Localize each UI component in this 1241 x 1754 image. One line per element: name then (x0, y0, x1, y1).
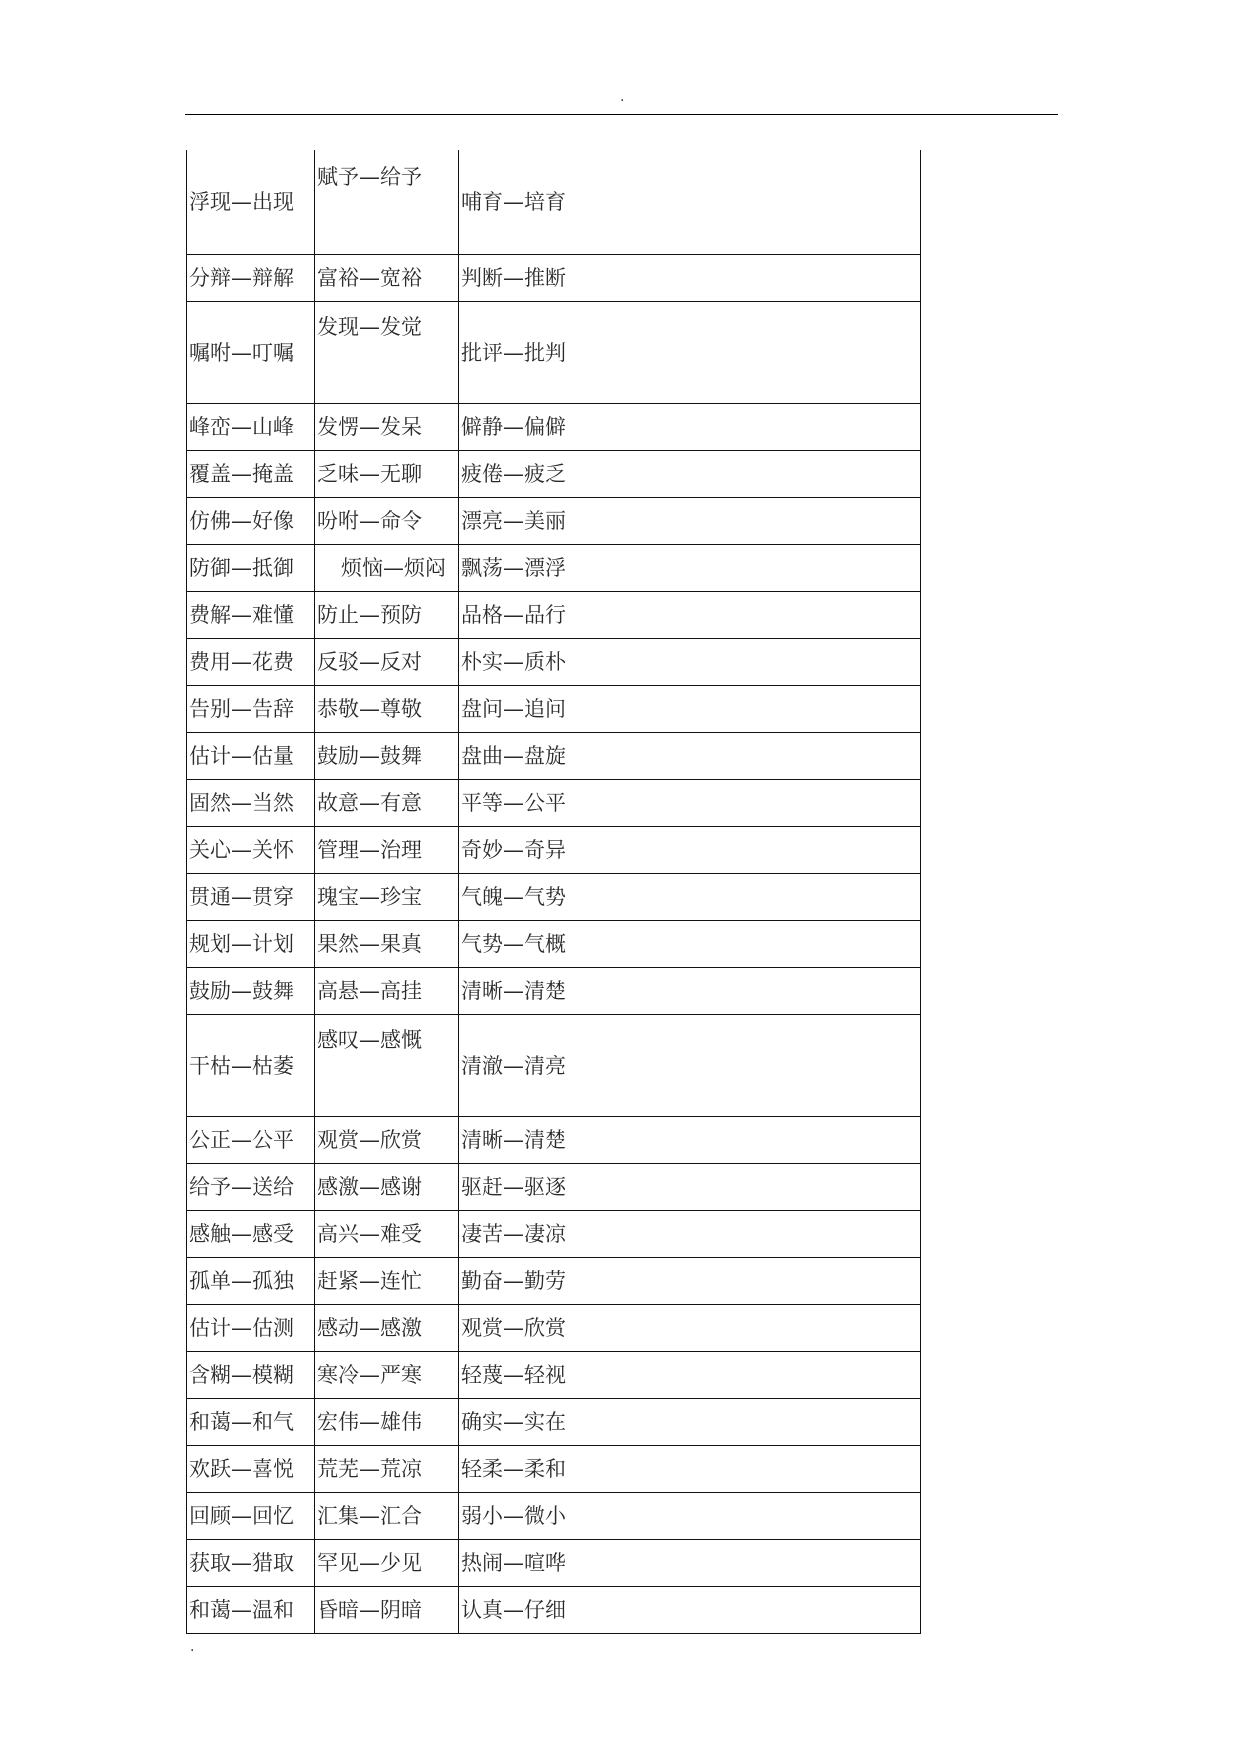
table-row (187, 1540, 921, 1587)
table-cell: 贯通—贯穿 (187, 874, 315, 921)
table-row (187, 780, 921, 827)
synonym-table (186, 150, 921, 1634)
table-cell: 故意—有意 (315, 780, 459, 827)
table-cell: 费用—花费 (187, 639, 315, 686)
table-cell: 防止—预防 (315, 592, 459, 639)
table-row (187, 255, 921, 302)
table-row (187, 1587, 921, 1634)
table-cell: 和蔼—和气 (187, 1399, 315, 1446)
table-cell: 仿佛—好像 (187, 498, 315, 545)
table-cell: 疲倦—疲乏 (459, 451, 921, 498)
table-cell: 浮现—出现 (187, 150, 315, 255)
table-cell: 给予—送给 (187, 1164, 315, 1211)
table-cell: 乏味—无聊 (315, 451, 459, 498)
table-cell: 热闹—喧哗 (459, 1540, 921, 1587)
table-cell: 嘱咐—叮嘱 (187, 302, 315, 404)
table-cell: 鼓励—鼓舞 (187, 968, 315, 1015)
table-cell: 荒芜—荒凉 (315, 1446, 459, 1493)
table-cell: 管理—治理 (315, 827, 459, 874)
table-row (187, 150, 921, 255)
table-cell: 漂亮—美丽 (459, 498, 921, 545)
table-cell: 观赏—欣赏 (459, 1305, 921, 1352)
table-cell: 确实—实在 (459, 1399, 921, 1446)
table-cell: 鼓励—鼓舞 (315, 733, 459, 780)
table-cell: 烦恼—烦闷 (315, 545, 459, 592)
table-cell: 朴实—质朴 (459, 639, 921, 686)
table-row (187, 1399, 921, 1446)
table-cell: 果然—果真 (315, 921, 459, 968)
table-cell: 认真—仔细 (459, 1587, 921, 1634)
table-cell: 观赏—欣赏 (315, 1117, 459, 1164)
table-row (187, 1117, 921, 1164)
table-cell: 判断—推断 (459, 255, 921, 302)
table-row (187, 1352, 921, 1399)
table-cell: 罕见—少见 (315, 1540, 459, 1587)
table-row (187, 1258, 921, 1305)
table-cell: 批评—批判 (459, 302, 921, 404)
table-cell: 宏伟—雄伟 (315, 1399, 459, 1446)
table-row (187, 921, 921, 968)
table-cell: 回顾—回忆 (187, 1493, 315, 1540)
table-cell: 平等—公平 (459, 780, 921, 827)
table-row (187, 1493, 921, 1540)
table-cell: 发现—发觉 (315, 302, 459, 404)
table-cell: 反驳—反对 (315, 639, 459, 686)
table-row (187, 404, 921, 451)
table-cell: 富裕—宽裕 (315, 255, 459, 302)
table-cell: 恭敬—尊敬 (315, 686, 459, 733)
table-row (187, 1164, 921, 1211)
table-cell: 孤单—孤独 (187, 1258, 315, 1305)
table-cell: 告别—告辞 (187, 686, 315, 733)
table-cell: 估计—估量 (187, 733, 315, 780)
table-cell: 勤奋—勤劳 (459, 1258, 921, 1305)
table-cell: 飘荡—漂浮 (459, 545, 921, 592)
table-cell: 感叹—感慨 (315, 1015, 459, 1117)
table-cell: 费解—难懂 (187, 592, 315, 639)
table-row (187, 874, 921, 921)
table-cell: 防御—抵御 (187, 545, 315, 592)
table-row (187, 592, 921, 639)
table-row (187, 733, 921, 780)
table-cell: 盘问—追问 (459, 686, 921, 733)
table-row (187, 639, 921, 686)
table-cell: 轻柔—柔和 (459, 1446, 921, 1493)
table-cell: 轻蔑—轻视 (459, 1352, 921, 1399)
table-cell: 赶紧—连忙 (315, 1258, 459, 1305)
table-cell: 气势—气概 (459, 921, 921, 968)
table-cell: 关心—关怀 (187, 827, 315, 874)
table-cell: 高兴—难受 (315, 1211, 459, 1258)
table-cell: 清澈—清亮 (459, 1015, 921, 1117)
table-cell: 汇集—汇合 (315, 1493, 459, 1540)
table-cell: 和蔼—温和 (187, 1587, 315, 1634)
table-row (187, 1211, 921, 1258)
table-cell: 奇妙—奇异 (459, 827, 921, 874)
table-cell: 气魄—气势 (459, 874, 921, 921)
table-cell: 获取—猎取 (187, 1540, 315, 1587)
table-row (187, 498, 921, 545)
table-row (187, 827, 921, 874)
table-cell: 感激—感谢 (315, 1164, 459, 1211)
table-cell: 欢跃—喜悦 (187, 1446, 315, 1493)
table-cell: 感动—感激 (315, 1305, 459, 1352)
table-cell: 峰峦—山峰 (187, 404, 315, 451)
table-row (187, 968, 921, 1015)
table-cell: 凄苦—凄凉 (459, 1211, 921, 1258)
table-cell: 分辩—辩解 (187, 255, 315, 302)
table-row (187, 545, 921, 592)
table-cell: 高悬—高挂 (315, 968, 459, 1015)
table-cell: 寒冷—严寒 (315, 1352, 459, 1399)
table-row (187, 1446, 921, 1493)
table-cell: 含糊—模糊 (187, 1352, 315, 1399)
table-cell: 规划—计划 (187, 921, 315, 968)
table-cell: 感触—感受 (187, 1211, 315, 1258)
table-cell: 清晰—清楚 (459, 968, 921, 1015)
table-row (187, 1015, 921, 1117)
header-rule (185, 114, 1058, 115)
table-row (187, 1305, 921, 1352)
table-cell: 品格—品行 (459, 592, 921, 639)
table-cell: 瑰宝—珍宝 (315, 874, 459, 921)
table-cell: 弱小—微小 (459, 1493, 921, 1540)
table-cell: 昏暗—阴暗 (315, 1587, 459, 1634)
table-cell: 固然—当然 (187, 780, 315, 827)
table-cell: 干枯—枯萎 (187, 1015, 315, 1117)
table-cell: 清晰—清楚 (459, 1117, 921, 1164)
table-cell: 覆盖—掩盖 (187, 451, 315, 498)
table-cell: 赋予—给予 (315, 150, 459, 255)
table-row (187, 302, 921, 404)
table-cell: 公正—公平 (187, 1117, 315, 1164)
table-cell: 僻静—偏僻 (459, 404, 921, 451)
table-row (187, 451, 921, 498)
header-mark: . (620, 89, 625, 105)
table-cell: 发愣—发呆 (315, 404, 459, 451)
table-cell: 驱赶—驱逐 (459, 1164, 921, 1211)
table-cell: 估计—估测 (187, 1305, 315, 1352)
table-cell: 盘曲—盘旋 (459, 733, 921, 780)
table-cell: 哺育—培育 (459, 150, 921, 255)
table-cell: 吩咐—命令 (315, 498, 459, 545)
table-row (187, 686, 921, 733)
footer-mark: . (190, 1639, 195, 1655)
